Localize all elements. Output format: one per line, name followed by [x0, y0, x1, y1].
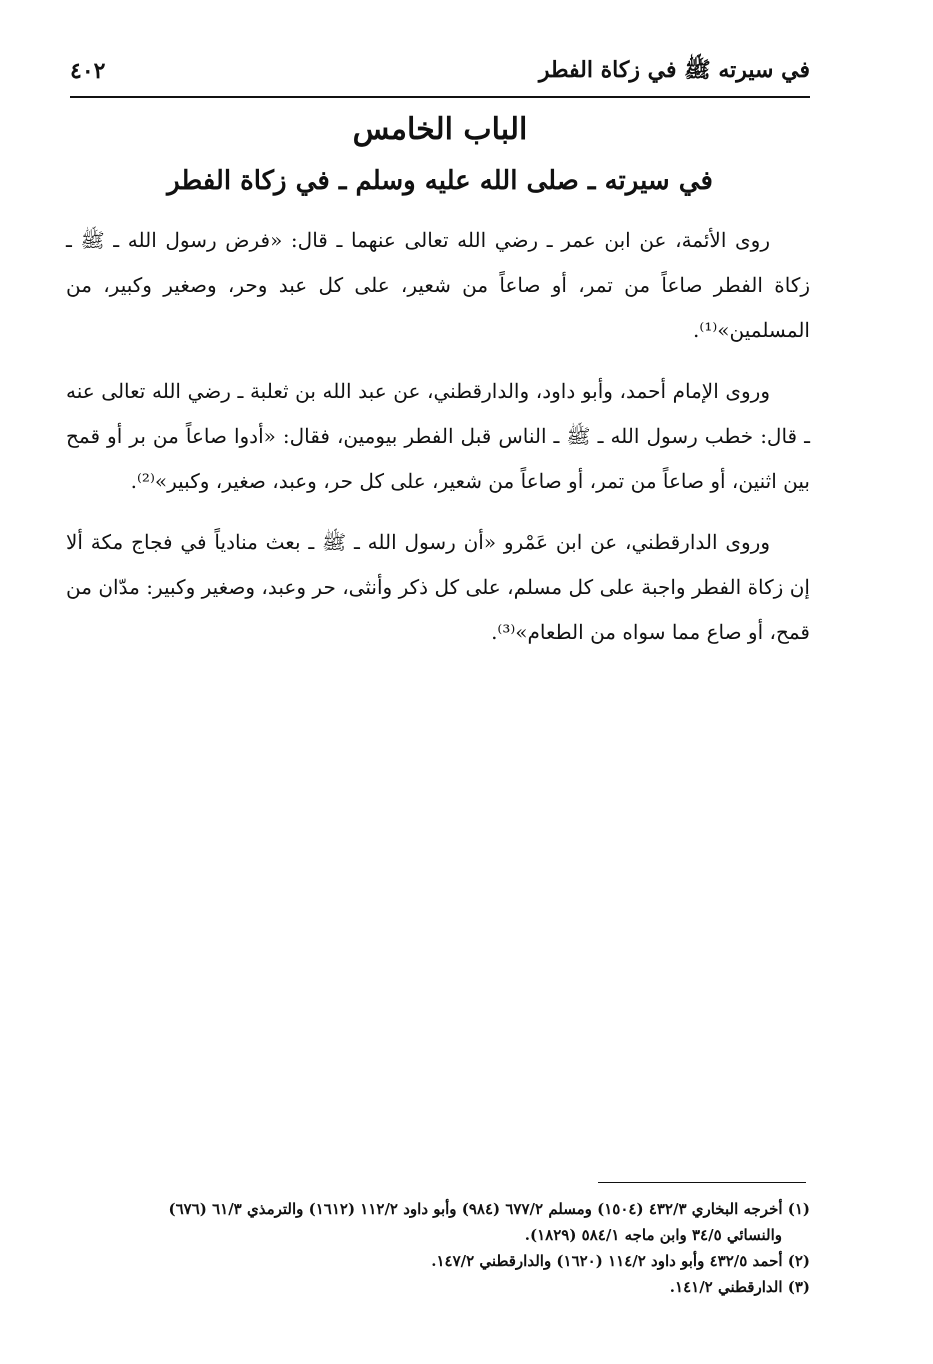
footnote: (٢) أحمد ٤٣٢/٥ وأبو داود ١١٤/٢ (١٦٢٠) والدارقطني ١٤٧/٢. — [431, 1252, 810, 1270]
chapter-subtitle: في سيرته ـ صلى الله عليه وسلم ـ في زكاة الفطر — [167, 166, 713, 196]
paragraph: روى الأئمة، عن ابن عمر ـ رضي الله تعالى عنهما ـ قال: «فرض رسول الله ـ ﷺ ـ زكاة الفطر صاعاً من تمر، أو صاعاً من شعير، على كل عبد وحر، وصغير وكبير، من المسلمين»⁽¹⁾. — [66, 228, 810, 342]
footnotes — [66, 1196, 810, 1300]
footnote-rule — [598, 1182, 806, 1183]
running-title: في سيرته ﷺ في زكاة الفطر — [538, 57, 810, 83]
paragraph: وروى الدارقطني، عن ابن عَمْرو «أن رسول الله ـ ﷺ ـ بعث منادياً في فجاج مكة ألا إن زكاة الفطر واجبة على كل مسلم، على كل ذكر وأنثى، حر وعبد، وصغير وكبير: مدّان من قمح، أو صاع مما سواه من الطعام»⁽³⁾. — [66, 530, 810, 644]
body-text — [66, 218, 810, 671]
header-rule — [70, 96, 810, 98]
page-number: ٤٠٢ — [70, 58, 106, 84]
paragraph: وروى الإمام أحمد، وأبو داود، والدارقطني، عن عبد الله بن ثعلبة ـ رضي الله تعالى عنه ـ قال: خطب رسول الله ـ ﷺ ـ الناس قبل الفطر بيومين، فقال: «أدوا صاعاً من بر أو قمح بين اثنين، أو صاعاً من تمر، أو صاعاً من شعير، على كل حر، وعبد، صغير، وكبير»⁽²⁾. — [66, 379, 810, 493]
footnote: (١) أخرجه البخاري ٤٣٢/٣ (١٥٠٤) ومسلم ٦٧٧/٢ (٩٨٤) وأبو داود ١١٢/٢ (١٦١٢) والترمذي ٦١/٣ (٦٧٦) — [168, 1200, 810, 1218]
chapter-title: الباب الخامس — [352, 112, 528, 147]
footnote-continuation: والنسائي ٣٤/٥ وابن ماجه ٥٨٤/١ (١٨٢٩). — [524, 1226, 782, 1244]
page-header — [70, 52, 810, 92]
footnote: (٣) الدارقطني ١٤١/٢. — [669, 1278, 810, 1296]
